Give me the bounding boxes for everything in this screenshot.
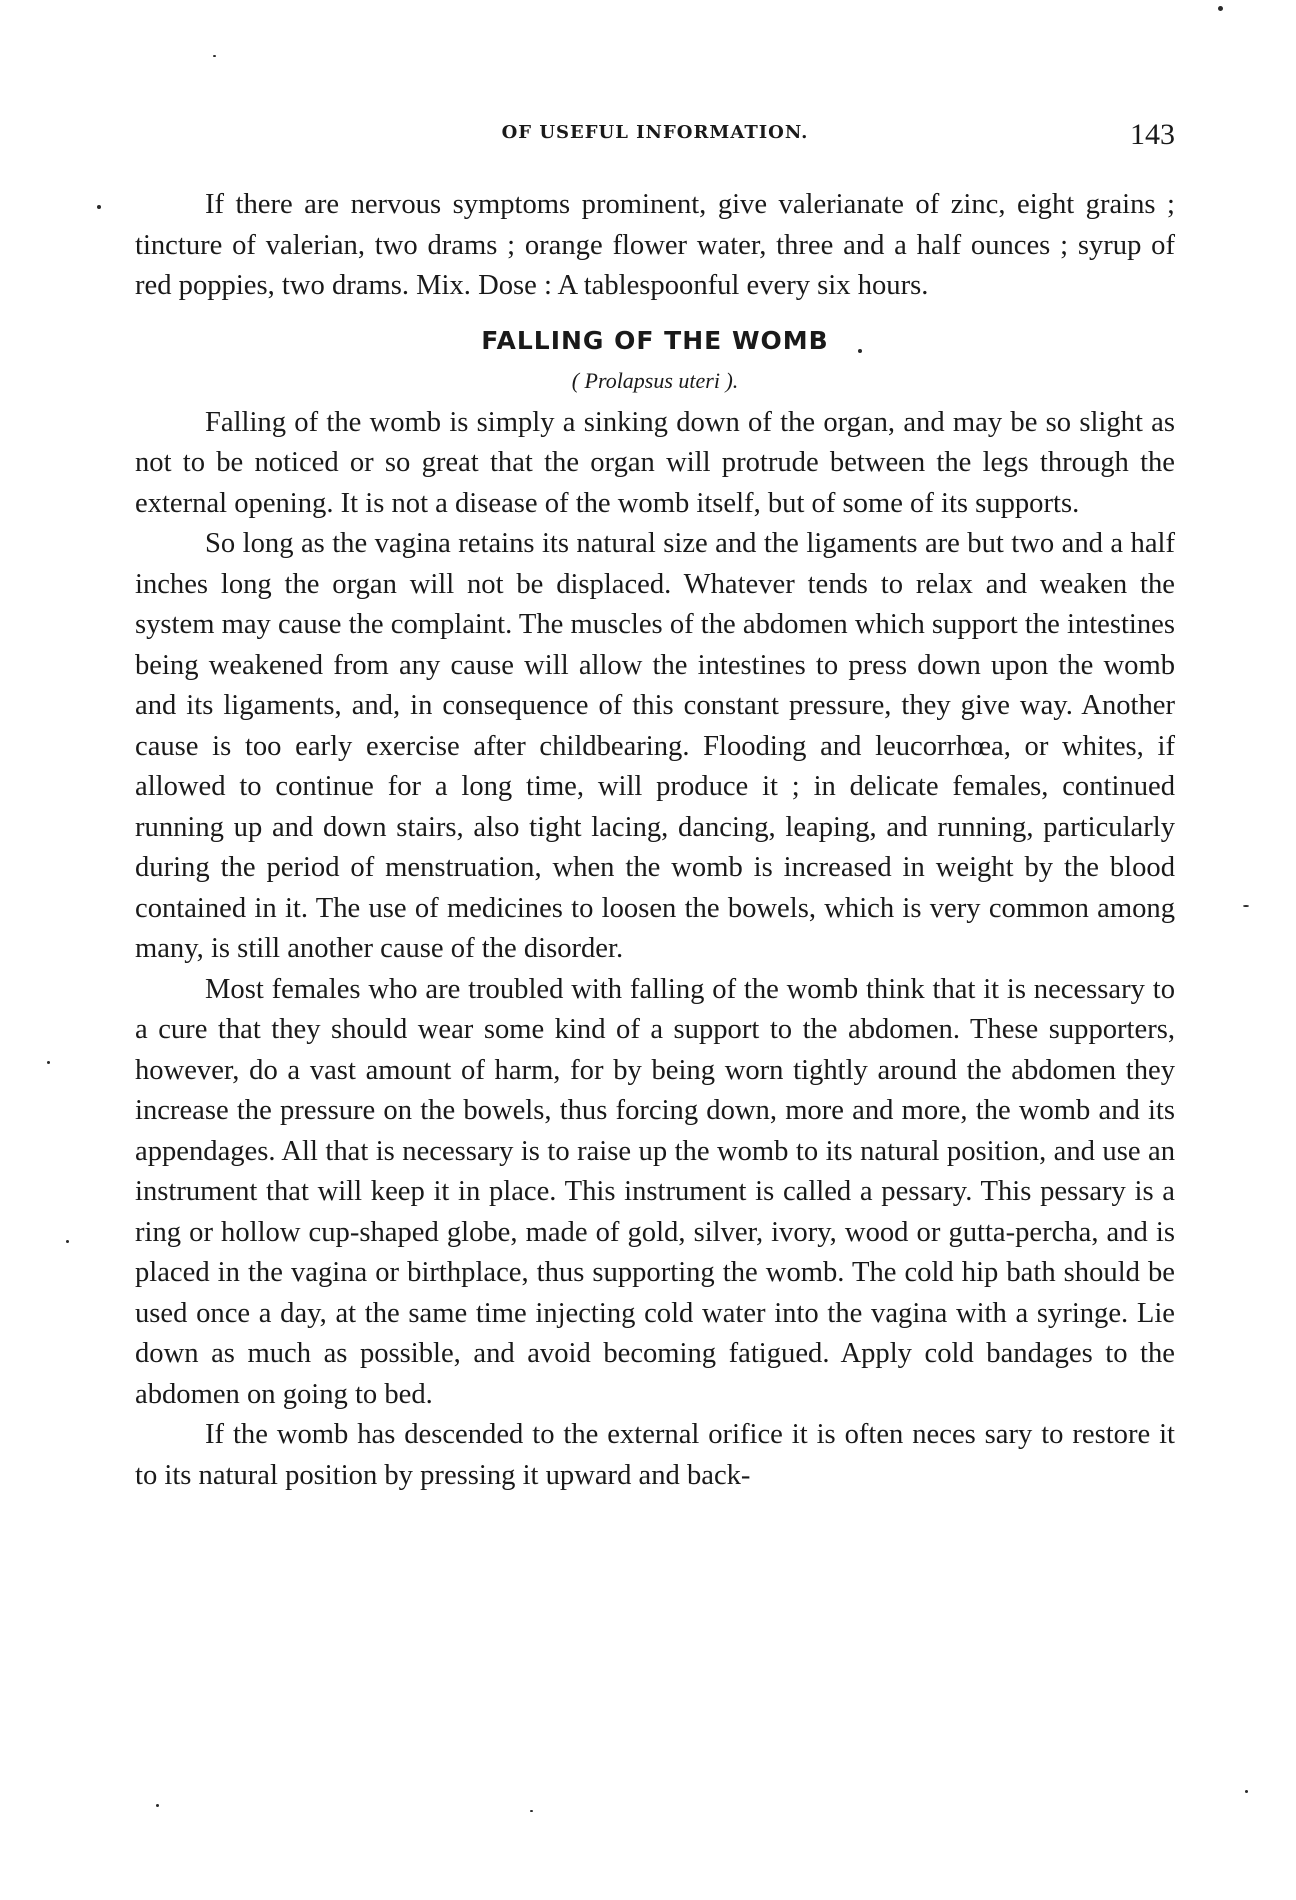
page-number: 143 — [1130, 118, 1175, 151]
scan-speck — [1218, 6, 1223, 11]
intro-paragraph: If there are nervous symptoms prominent, give valerianate of zinc, eight grains ; tincture of valerian, two drams ; orange flower water, three and a half ounces ; syrup of red poppies, two drams. Mix. Dose : A tablespoonful every six hours. — [135, 189, 1175, 301]
scan-speck — [1243, 905, 1249, 907]
scan-speck — [858, 349, 862, 353]
page-body — [135, 185, 1175, 1496]
scan-speck — [47, 1061, 50, 1064]
paragraph-definition: Falling of the womb is simply a sinking down of the organ, and may be so slight as not to be noticed or so great that the organ will protrude between the legs through the external opening. It is not a disease of the womb itself, but of some of its supports. — [135, 406, 1175, 519]
scan-speck — [97, 205, 101, 209]
running-header — [135, 118, 1175, 162]
scan-speck — [530, 1810, 533, 1812]
paragraph-causes: So long as the vagina retains its natural size and the ligaments are but two and a half inches long the organ will not be displaced. Whatever tends to relax and weaken the system may cause the complaint. The muscles of the abdomen which support the intestines being weakened from any cause will allow the intestines to press down upon the womb and its ligaments, and, in consequence of this constant pressure, they give way. Another cause is too early exercise after childbearing. Flooding and leucorrhœa, or whites, if allowed to continue for a long time, will produce it ; in delicate females, continued running up and down stairs, also tight lacing, dancing, leaping, and running, particularly during the period of menstruation, when the womb is increased in weight by the blood contained in it. The use of medicines to loosen the bowels, which is very common among many, is still another cause of the disorder. — [135, 528, 1175, 964]
paragraph-restoration: If the womb has descended to the external orifice it is often neces sary to restore it to its natural position by pressing it upward and back- — [135, 1419, 1175, 1491]
scan-speck — [1245, 1790, 1248, 1793]
section-subheading: ( Prolapsus uteri ). — [571, 367, 739, 393]
section-heading: FALLING OF THE WOMB — [481, 325, 829, 355]
scan-speck — [213, 55, 216, 57]
paragraph-treatment: Most females who are troubled with falling of the womb think that it is necessary to a cure that they should wear some kind of a support to the abdomen. These supporters, however, do a vast amount of harm, for by being worn tightly around the abdomen they increase the pressure on the bowels, thus forcing down, more and more, the womb and its appendages. All that is necessary is to raise up the womb to its natural position, and use an instrument that will keep it in place. This instrument is called a pessary. This pessary is a ring or hollow cup-shaped globe, made of gold, silver, ivory, wood or gutta-percha, and is placed in the vagina or birthplace, thus supporting the womb. The cold hip bath should be used once a day, at the same time injecting cold water into the vagina with a syringe. Lie down as much as possible, and avoid becoming fatigued. Apply cold bandages to the abdomen on going to bed. — [135, 973, 1175, 1410]
scan-speck — [156, 1804, 159, 1807]
running-title: OF USEFUL INFORMATION. — [501, 122, 809, 143]
scan-speck — [66, 1240, 69, 1243]
